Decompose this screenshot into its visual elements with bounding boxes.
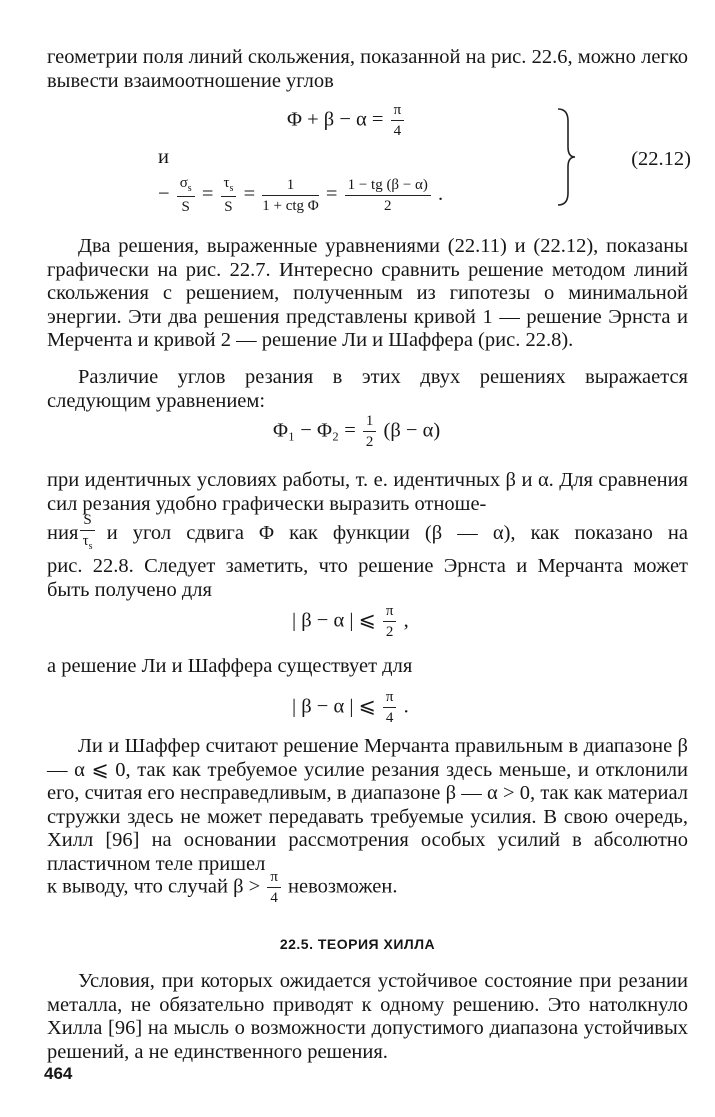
- eq2-f2-num-sub: s: [229, 183, 234, 194]
- page-number: 464: [44, 1064, 73, 1083]
- eq5-lhs: | β − α | ⩽: [292, 695, 376, 718]
- conclusion-line: [47, 870, 398, 906]
- equation-pi-over-4: [292, 690, 409, 726]
- conclusion-post: невозможен.: [288, 875, 398, 898]
- eq2-fraction-2: [221, 176, 237, 215]
- and-word: и: [158, 146, 169, 168]
- eq2-minus: −: [158, 183, 170, 206]
- conclusion-num: π: [267, 870, 281, 888]
- equation-pi-over-2: [292, 604, 409, 640]
- eq1-fraction: [391, 103, 405, 139]
- eq2-f1-den: S: [181, 199, 190, 215]
- eq2-f1-num-sub: s: [187, 183, 192, 194]
- eq5-num: π: [383, 690, 397, 708]
- paragraph-hill-reasoning: Ли и Шаффер считают решение Мерчанта правильным в диапазоне β — α ⩽ 0, так как требуемое усилие резания здесь меньше, и отклонили его, считая его несправедливым, в диапазоне β — α > 0, так как материал стружки здесь не может передавать требуемые усилия. В свою очередь, Хилл [96] на основании рассмотрения особых усилий в абсолютно пластичном теле пришел: [47, 735, 688, 875]
- eq3-rhs: (β − α): [383, 419, 441, 442]
- eq2-f3-num: 1: [262, 178, 319, 196]
- equation-phi-difference: [273, 414, 440, 450]
- ratio-post: и угол сдвига Φ как функции (β — α), как показано на: [106, 521, 688, 544]
- paragraph-lee-shaffer-condition: а решение Ли и Шаффера существует для: [47, 655, 413, 677]
- paragraph-hill-theory: Условия, при которых ожидается устойчивое состояние при резании металла, не обязательно приводят к одному решению. Это натолкнуло Хилла [96] на мысль о возможности допустимого диапазона устойчивых решений, а не единственного решения.: [47, 970, 688, 1063]
- eq2-fraction-3: [262, 178, 319, 214]
- eq4-den: 2: [385, 624, 394, 640]
- eq2-f3-den: 1 + ctg Φ: [262, 197, 319, 214]
- eq3-fraction: [363, 414, 377, 450]
- ratio-fraction: [80, 513, 94, 552]
- eq1-numerator: π: [391, 103, 405, 121]
- conclusion-pre: к выводу, что случай β >: [47, 875, 261, 898]
- eq1-lhs: Φ + β − α =: [287, 108, 384, 131]
- paragraph-identical-conditions: при идентичных условиях работы, т. е. идентичных β и α. Для сравнения сил резания удобно графически выразить отноше-: [47, 469, 688, 515]
- ratio-pre: ния: [47, 521, 79, 544]
- eq5-den: 4: [385, 710, 394, 726]
- eq4-num: π: [383, 604, 397, 622]
- eq2-eq-b: =: [243, 183, 256, 206]
- eq5-end: .: [403, 695, 409, 718]
- eq2-fraction-4: [345, 178, 431, 214]
- paragraph-ernst-merchant-condition: рис. 22.8. Следует заметить, что решение Эрнста и Мерчанта может быть получено для: [47, 555, 688, 601]
- equation-22-12-second: [158, 176, 443, 215]
- equation-22-12-first: [287, 103, 406, 139]
- eq3-num: 1: [363, 414, 377, 432]
- eq2-eq-a: =: [201, 183, 214, 206]
- eq1-denominator: 4: [393, 123, 402, 139]
- eq3-den: 2: [365, 434, 374, 450]
- eq2-f2-num: τ: [223, 175, 230, 191]
- eq2-f2-den: S: [224, 199, 233, 215]
- eq2-f4-num: 1 − tg (β − α): [345, 178, 431, 196]
- conclusion-den: 4: [270, 890, 278, 906]
- eq3-lhs: Φ₁ − Φ₂ =: [273, 419, 356, 442]
- conclusion-fraction: [267, 870, 281, 906]
- eq2-fraction-1: [177, 176, 195, 215]
- ratio-den: τ: [82, 533, 89, 549]
- eq4-end: ,: [403, 609, 409, 632]
- eq4-lhs: | β − α | ⩽: [292, 609, 376, 632]
- eq5-fraction: [383, 690, 397, 726]
- eq2-end: .: [438, 183, 444, 206]
- paragraph-angle-difference: Различие углов резания в этих двух решениях выражается следующим уравнением:: [47, 366, 688, 412]
- paragraph-two-solutions: Два решения, выраженные уравнениями (22.11) и (22.12), показаны графически на рис. 22.7. Интересно сравнить решение методом линий скольжения с решением, полученным из гипотезы о минимальной энергии. Эти два решения представлены кривой 1 — решение Эрнста и Мерчента и кривой 2 — решение Ли и Шаффера (рис. 22.8).: [47, 235, 688, 352]
- eq2-f1-num: σ: [179, 175, 188, 191]
- equation-number: (22.12): [631, 148, 691, 170]
- eq4-fraction: [383, 604, 397, 640]
- section-heading: 22.5. ТЕОРИЯ ХИЛЛА: [279, 936, 436, 952]
- ratio-line: [47, 513, 688, 552]
- eq2-eq-c: =: [325, 183, 338, 206]
- intro-paragraph: геометрии поля линий скольжения, показанной на рис. 22.6, можно легко вывести взаимоотношение углов: [47, 46, 688, 92]
- right-brace-icon: [556, 107, 576, 207]
- eq2-f4-den: 2: [383, 197, 392, 214]
- ratio-num: S: [80, 513, 94, 531]
- ratio-den-sub: s: [88, 541, 93, 552]
